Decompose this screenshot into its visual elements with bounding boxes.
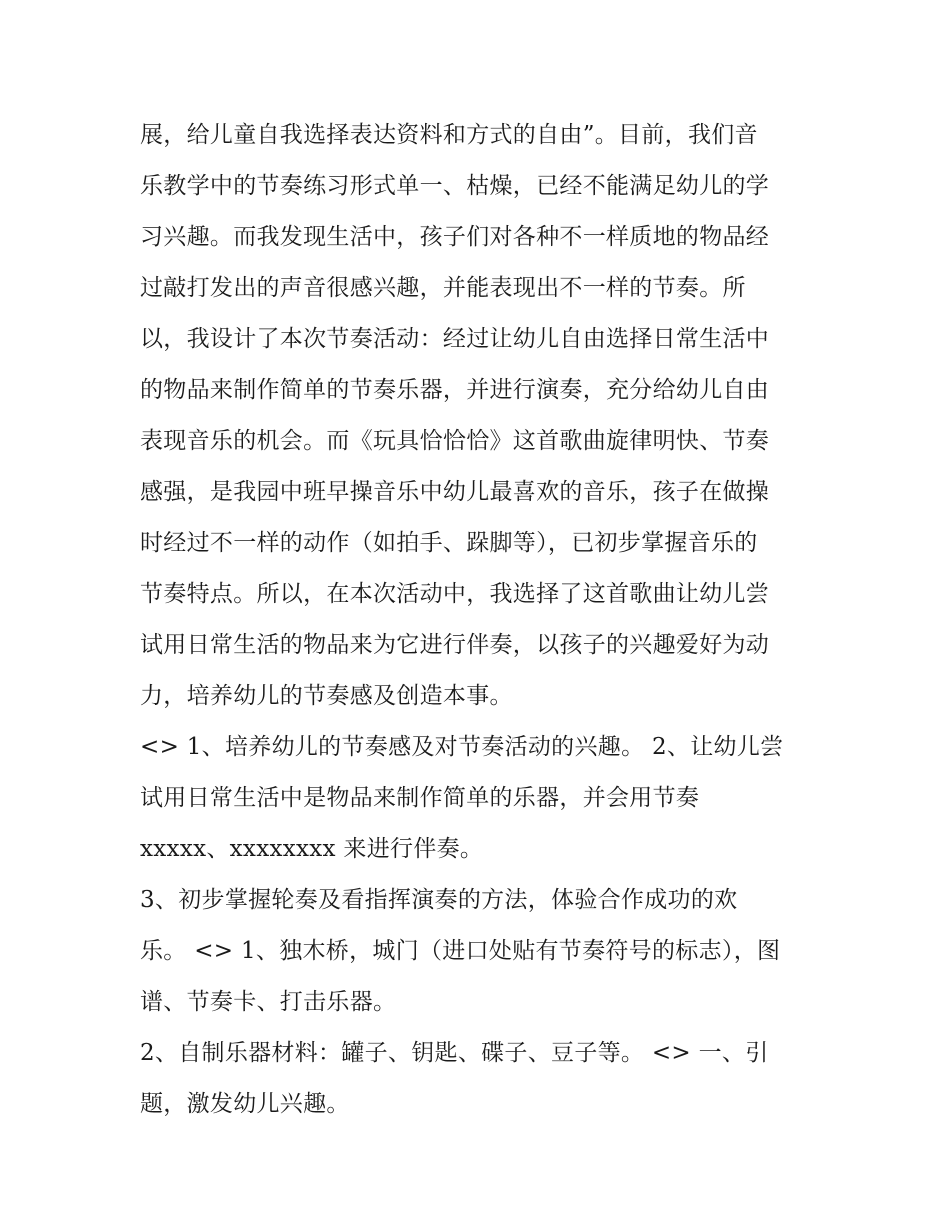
- text-line: 试用日常生活的物品来为它进行伴奏，以孩子的兴趣爱好为动: [140, 632, 770, 658]
- text-line: 2、自制乐器材料：罐子、钥匙、碟子、豆子等。 <> 一、引: [140, 1040, 769, 1066]
- text-line: 展，给儿童自我选择表达资料和方式的自由”。目前，我们音: [140, 122, 758, 148]
- text-line: xxxxx、xxxxxxxx 来进行伴奏。: [140, 836, 484, 862]
- text-line: 以，我设计了本次节奏活动：经过让幼儿自由选择日常生活中: [140, 326, 770, 352]
- text-line: 时经过不一样的动作（如拍手、跺脚等），已初步掌握音乐的: [140, 530, 758, 556]
- text-line: 力，培养幼儿的节奏感及创造本事。: [140, 683, 513, 709]
- text-line: 过敲打发出的声音很感兴趣，并能表现出不一样的节奏。所: [140, 275, 746, 301]
- text-line: 表现音乐的机会。而《玩具恰恰恰》这首歌曲旋律明快、节奏: [140, 428, 770, 454]
- text-line: 感强，是我园中班早操音乐中幼儿最喜欢的音乐，孩子在做操: [140, 479, 770, 505]
- text-line: 乐教学中的节奏练习形式单一、枯燥，已经不能满足幼儿的学: [140, 173, 770, 199]
- text-line: <> 1、培养幼儿的节奏感及对节奏活动的兴趣。 2、让幼儿尝: [140, 734, 784, 760]
- body-text: [140, 110, 830, 1130]
- text-line: 谱、节奏卡、打击乐器。: [140, 989, 397, 1015]
- text-line: 题，激发幼儿兴趣。: [140, 1091, 350, 1117]
- text-line: 试用日常生活中是物品来制作简单的乐器，并会用节奏: [140, 785, 700, 811]
- text-line: 乐。 <> 1、独木桥，城门（进口处贴有节奏符号的标志），图: [140, 938, 781, 964]
- text-line: 3、初步掌握轮奏及看指挥演奏的方法，体验合作成功的欢: [140, 887, 738, 913]
- text-line: 习兴趣。而我发现生活中，孩子们对各种不一样质地的物品经: [140, 224, 770, 250]
- text-line: 的物品来制作简单的节奏乐器，并进行演奏，充分给幼儿自由: [140, 377, 770, 403]
- text-line: 节奏特点。所以，在本次活动中，我选择了这首歌曲让幼儿尝: [140, 581, 770, 607]
